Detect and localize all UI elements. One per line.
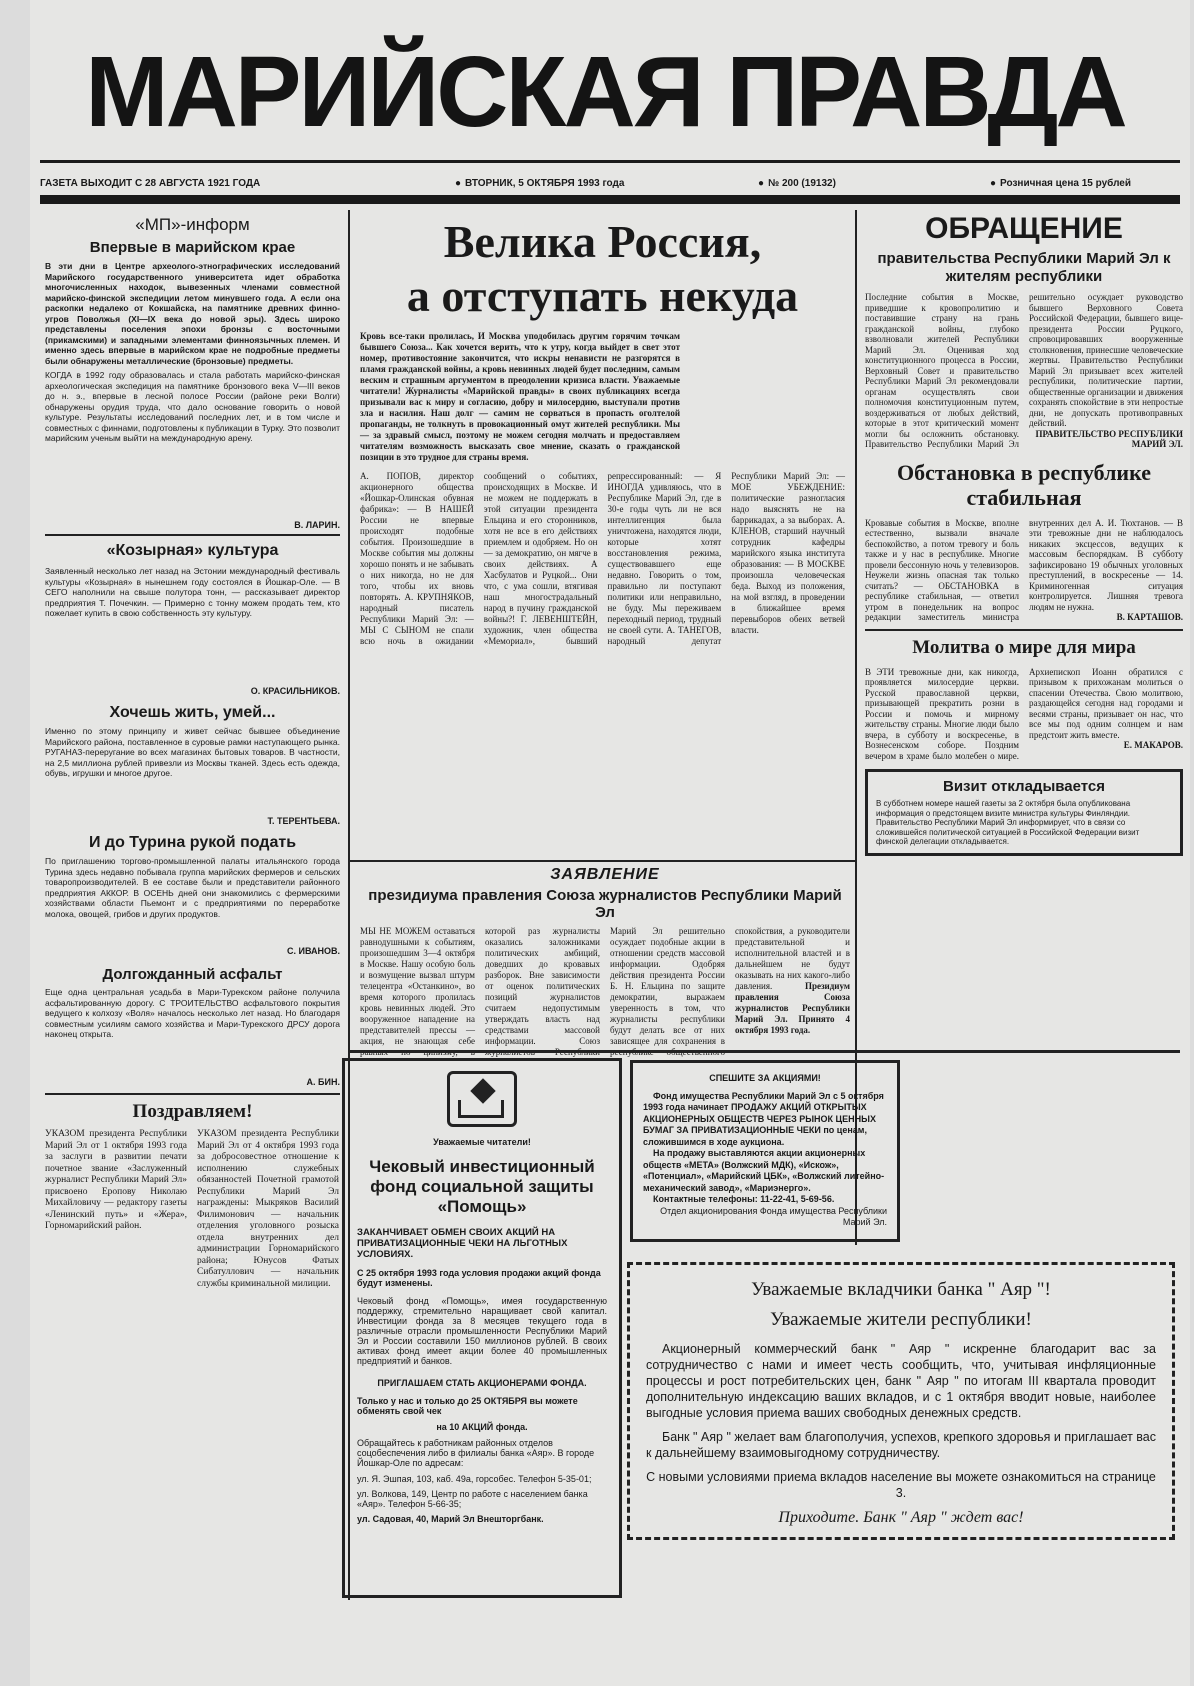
prayer-body: В ЭТИ тревожные дни, как никогда, проявляется милосердие церкви. Русской православной церкви, призывающей прекратить розни в России и помочь и мирному жительству страны. Многие люди было вчера, в субботу и воскресенье, в Вознесенском соборе. Поздним вечером в храме было молебен о мире. Архиепископ Иоанн обратился с призывом к прихожанам молиться о спасении Отечества. Свою молитвою, раздающейся сегодня над городами и весями страны, призывает он нас, что все мы под одним солнцем и нам предстоит жить вместе. Е. МАКАРОВ. (865, 666, 1183, 761)
shares-text: На продажу выставляются акции акционерных обществ «МЕТА» (Волжский МДК), «Искож», «Потенциал», «Марийский ЦБК», «Волжский литейно-механический завод», «Мариэнерго». (643, 1148, 885, 1193)
situation-body: Кровавые события в Москве, вполне естественно, вызвали вначале беспокойство, а потом тревогу и боль также и у нас в республике. Многие провели бессонную ночь у телевизоров. Неужели жизнь опасная так только считать? — ОБСТАНОВКА в республике стабильная, — ответил утром в понедельник на вопрос редакции заместитель министра внутренних дел А. И. Тюхтанов. — В эти тревожные дни не наблюдалось никаких эксцессов, ведущих к массовым беспорядкам. В субботу зафиксировано 19 обычных уголовных преступлений, в воскресенье — 14. Криминогенная ситуация контролируется. Лишняя тревога людям не нужна. В. КАРТАШОВ. (865, 517, 1183, 622)
shares-signature: Отдел акционирования Фонда имущества Республики Марий Эл. (660, 1205, 887, 1227)
prayer-title: Молитва о мире для мира (912, 636, 1136, 658)
shares-ad (630, 1060, 900, 1242)
divider (40, 160, 1180, 163)
right-column (865, 212, 1183, 856)
main-article (360, 215, 845, 647)
issue-number: ● № 200 (19132) (758, 178, 836, 189)
issue-date: ● ВТОРНИК, 5 ОКТЯБРЯ 1993 года (455, 178, 624, 189)
article-body: Именно по этому принципу и живет сейчас бывшее объединение Марийского района, поставленное в суровые рамки наступающего рынка. РУГАНАЗ-переругание во всех магазинах бытовых товаров. В частности, на 2,5 миллиона рублей привезли из Москвы тканей. Здесь есть одежда, обувь, игрушки и многое другое. (45, 726, 340, 778)
article-body: По приглашению торгово-промышленной палаты итальянского города Турина здесь недавно побывала группа марийских фермеров и сельских товаропроизводителей. В ее составе были и представители районного предприятия АККОР. В ОСЕНЬ дней они знакомились с фермерскими хозяйствами области Пьемонт и с предприятиями по переработке молока, овощей, грибов и других продуктов. (45, 856, 340, 919)
main-lead: Кровь все-таки пролилась, И Москва уподобилась другим горячим точкам бывшего Союза... Как хочется верить, что к утру, когда выйдет в свет этот номер, противостояние закончится, что искры ненависти не разгорятся в пламя гражданской войны, а кровь невинных людей будет последним, самым веским и страшным аргументом в преодолении кризиса власти. Уважаемые читатели! Журналисты «Марийской правды» в своих публикациях всегда призывали вас к миру и согласию, добру и милосердию, выступали против зла и насилия. Наш долг — самим не сорваться в пропасть оголтелой пропаганды, не толкнуть в провокационный омут жителей республики. Мы — за здравый смысл, поэтому не можем сегодня молчать и предоставляем читателям возможность высказать свое мнение, сказать о гражданской позиции в это трудное для страны время. (360, 331, 680, 462)
byline: Е. МАКАРОВ. (1123, 740, 1183, 750)
fund-address: ул. Я. Эшпая, 103, каб. 49а, горсобес. Телефон 5-35-01; (357, 1474, 592, 1484)
founded-line: ГАЗЕТА ВЫХОДИТ С 28 АВГУСТА 1921 ГОДА (40, 178, 261, 189)
visit-body: В субботнем номере нашей газеты за 2 октября была опубликована информация о предстоящем визите министра культуры Финляндии. Правительство Республики Марий Эл информирует, что в связи со сложившейся политической ситуацией в Российской Федерации визит финской делегации откладывается. (876, 799, 1140, 846)
fund-text: Обращайтесь к работникам районных отделов соцобеспечения либо в филиалы банка «Аяр». В городе Йошкар-Оле по адресам: (357, 1438, 595, 1468)
article-title: «Козырная» культура (106, 542, 279, 559)
article-lead: В эти дни в Центре археолого-этнографических исследований Марийского государственного университета идет обработка многочисленных находок, вывезенных членами совместной марийско-финской экспедиции летом минувшего года. А если она раскопки недалеко от Кокшайска, на памятнике древних финно-угров Поволжья (XI—IX века до новой эры). Здесь широко представлены поселения эпохи бронзы с восточными (прикамскими) и западными элементами финноязычных племен. И именно здесь впервые в марийском крае не подробные предметы были обнаружены металлические (бронзовые) предметы. (45, 261, 340, 366)
newspaper-page (30, 0, 1190, 1686)
appeal-subtitle: правительства Республики Марий Эл к жителям республики (877, 250, 1171, 285)
article-title: Поздравляем! (132, 1101, 253, 1122)
fund-invite: ПРИГЛАШАЕМ СТАТЬ АКЦИОНЕРАМИ ФОНДА. (377, 1378, 587, 1388)
main-body: А. ПОПОВ, директор акционерного общества «Йошкар-Олинская обувная фабрика»: — В НАШЕЙ России не впервые происходят подобные события. Произошедшие в Москве события мы должны хорошо понять и не забывать о них никогда, но не для того, чтобы их вновь повторять. А. КРУПНЯКОВ, народный писатель Республики Марий Эл: — МЫ С СЫНОМ не спали всю ночь в ожидании сообщений о событиях, происходящих в Москве. И не можем не поддержать в этой ситуации президента Ельцина и его сторонников, хотя не все в его действиях приемлем и одобряем. Но он — за демократию, он мягче в своих действиях. А Хасбулатов и Руцкой... Они что, с ума сошли, втягивая наш многострадальный народ в пучину гражданской войны?! Г. ЛЕВЕНШТЕЙН, художник, член общества «Мемориал», бывший репрессированный: — Я ИНОГДА удивляюсь, что в Республике Марий Эл, где в 30-е годы чуть ли не вся интеллигенция была уничтожена, находятся люди, которые хотят восстановления режима, существовавшего еще недавно. Говорить о том, правильно ли поступают политики или неправильно, не буду. Мы переживаем переходный период, трудный не своей сути. А. ТАНЕГОВ, народный депутат Республики Марий Эл: — МОЕ УБЕЖДЕНИЕ: политические разногласия надо выяснять не на баррикадах, а за выборах. А. КЛЕНОВ, старший научный сотрудник кафедры марийского языка института образования: — В МОСКВЕ произошла человеческая беда. Выход из положения, на мой взгляд, в проведении в ближайшее время перевыборов обеих ветвей власти. (360, 471, 845, 646)
byline: О. КРАСИЛЬНИКОВ. (250, 686, 340, 696)
bank-text: Акционерный коммерческий банк " Аяр " искренне благодарит вас за сотрудничество с нами и имеет честь сообщить, что, учитывая инфляционные процессы и рост потребительских цен, банк " Аяр " по итогам III квартала проводит дополнительную индексацию ваших вкладов, и с 1 октября вводит новые, наиболее выгодные условия приема ваших свободных денежных средств. (646, 1342, 1156, 1420)
statement-body: МЫ НЕ МОЖЕМ оставаться равнодушными к событиям, произошедшим 3—4 октября в Москве. Нашу особую боль и возмущение вызвал штурм телецентра «Останкино», во время которого пролилась кровь невинных людей. Это вооруженное нападение на представителей прессы — акция, не знающая себе которой раз журналисты оказались заложниками политических амбиций, доведших до кровавых разборок. Вне зависимости от оценок политических позиций журналистов считаем недопустимым утверждать власть над средствами массовой информации. Союз Марий Эл решительно осуждает подобные акции в отношении средств массовой информации. Одобряя действия президента России Б. Н. Ельцина по защите демократии, выражаем уверенность в том, что журналисты республики будут делать все от них зависящее для сохранения в спокойствия, а руководители представительной и исполнительной властей и в дальнейшем не будут оказывать на них какого-либо давления. Президиум правления Союза журналистов Республики Марий Эл. Принято 4 октября 1993 года. (360, 926, 850, 1046)
main-headline (360, 215, 845, 323)
appeal-body: Последние события в Москве, приведшие к кровопролитию и поставившие страну на грань гражданской войны, глубоко взволновали жителей Республики Марий Эл. Оценивая ход конституционного процесса в России, Верховный Совет и правительство Республики Марий Эл рекомендовали органам осуществлять свои полномочия конституционным путем, воздерживаться от любых действий, которые в этот критический момент могли бы осложнить обстановку. Правительство Республики Марий Эл решительно осуждает руководство бывшего Верховного Совета Российской Федерации, бывшего вице-президента России Руцкого, спровоцировавших вооруженные столкновения, принесшие человеческие жертвы. Правительство Республики Марий Эл призывает всех жителей республики, политические партии, общественные организации и движения сохранять спокойствие в эти непростые дни, не допускать противоправных действий. ПРАВИТЕЛЬСТВО РЕСПУБЛИКИ МАРИЙ ЭЛ. (865, 292, 1183, 449)
fund-text: Только у нас и только до 25 ОКТЯБРЯ вы можете обменять свой чек (357, 1396, 578, 1416)
bank-text: Банк " Аяр " желает вам благополучия, успехов, крепкого здоровья и приглашает вас к дальнейшему взаимовыгодному сотрудничеству. (646, 1430, 1157, 1460)
statement-subtitle: президиума правления Союза журналистов Республики Марий Эл (368, 887, 842, 921)
statement-title: ЗАЯВЛЕНИЕ (550, 866, 660, 883)
article-title: И до Турина рукой подать (88, 834, 297, 851)
fund-text: на 10 АКЦИЙ фонда. (436, 1422, 528, 1432)
fund-text: ЗАКАНЧИВАЕТ ОБМЕН СВОИХ АКЦИЙ НА ПРИВАТИЗАЦИОННЫЕ ЧЕКИ НА ЛЬГОТНЫХ УСЛОВИЯХ. (357, 1227, 568, 1260)
article-body: КОГДА в 1992 году образовалась и стала работать марийско-финская археологическая экспедиция на памятнике бронзового века V—III веков до н. э., впервые в лесной полосе России (районе реки Волги) обнаружены орудия труда, что дало основание говорить о новой культуре. Результаты исследований последних лет, и в том числе и совместных с финнами, подготовлены к публикации в Турку. Это позволит марийским ученым выйти на международную арену. (45, 370, 340, 443)
fund-logo-icon (447, 1071, 517, 1127)
appeal-signature: ПРАВИТЕЛЬСТВО РЕСПУБЛИКИ МАРИЙ ЭЛ. (1035, 428, 1183, 449)
fund-text: С 25 октября 1993 года условия продажи акций фонда будут изменены. (357, 1268, 601, 1288)
article-title: Хочешь жить, умей... (109, 704, 276, 721)
statement-signature: Президиум правления Союза журналистов Республики Марий Эл. Принято 4 октября 1993 года. (735, 981, 850, 1035)
bank-slogan: Приходите. Банк " Аяр " ждет вас! (778, 1509, 1024, 1526)
article-body: Еще одна центральная усадьба в Мари-Турекском районе получила асфальтированную дорогу. С ТРОИТЕЛЬСТВО асфальтового покрытия ведущего к колхозу «Воля» началось несколько лет назад. Но благодаря совместным усилиям самого хозяйства и Мари-Турекского ДРСУ дорога наконец открыта. (45, 987, 340, 1039)
visit-title: Визит откладывается (942, 778, 1106, 795)
article-title: Долгожданный асфальт (102, 966, 283, 983)
visit-box (865, 769, 1183, 856)
bank-title-1: Уважаемые вкладчики банка " Аяр "! (751, 1279, 1051, 1300)
byline: А. БИН. (306, 1077, 340, 1087)
headline-line-2: а отступать некуда (406, 270, 799, 321)
fund-ad (342, 1058, 622, 1598)
shares-text: Фонд имущества Республики Марий Эл с 5 октября 1993 года начинает ПРОДАЖУ АКЦИЙ ОТКРЫТЫХ АКЦИОНЕРНЫХ ОБЩЕСТВ ЧЕРЕЗ РЫНОК ЦЕННЫХ БУМАГ ЗА ПРИВАТИЗАЦИОННЫЕ ЧЕКИ по ценам, сложившимся в ходе аукциона. (643, 1090, 884, 1147)
decree-1: УКАЗОМ президента Республики Марий Эл от 1 октября 1993 года за заслуги в развитии печати почетное звание «Заслуженный журналист Республики Марий Эл» присвоено Еропову Николаю Михайловичу — редактору газеты «Ленинский путь» и «Жера», Горномарийский район. (45, 1129, 187, 1231)
masthead-title: МАРИЙСКАЯ ПРАВДА (85, 36, 1125, 148)
price: ● Розничная цена 15 рублей (990, 178, 1131, 189)
appeal-title: ОБРАЩЕНИЕ (925, 212, 1123, 245)
shares-phones: Контактные телефоны: 11-22-41, 5-69-56. (653, 1194, 835, 1204)
byline: В. ЛАРИН. (294, 520, 340, 530)
bank-text: С новыми условиями приема вкладов население вы можете ознакомиться на странице 3. (646, 1470, 1156, 1500)
fund-title: Чековый инвестиционный фонд социальной защиты «Помощь» (369, 1157, 595, 1216)
statement (360, 866, 850, 1058)
byline: В. КАРТАШОВ. (1116, 612, 1183, 622)
shares-title: СПЕШИТЕ ЗА АКЦИЯМИ! (709, 1073, 821, 1083)
fund-address: ул. Садовая, 40, Марий Эл Внешторгбанк. (357, 1514, 544, 1524)
left-column (45, 215, 340, 1290)
bank-ad (627, 1262, 1175, 1540)
rubric: «МП»-информ (135, 215, 250, 234)
header-rule (40, 195, 1180, 204)
bank-title-2: Уважаемые жители республики! (770, 1309, 1032, 1330)
article-title: Впервые в марийском крае (89, 239, 296, 256)
article-body: Заявленный несколько лет назад на Эстонии международный фестиваль культуры «Козырная» в нынешнем году состоялся в Йошкар-Оле. — В СЕГО наполнили на свыше полутора тонн, — рассказывает директор предприятия Т. Почечкин. — Примерно с тонну можем продать тем, кто пожелает купить в свою собственность эту культуру. (45, 566, 340, 618)
byline: Т. ТЕРЕНТЬЕВА. (267, 816, 340, 826)
situation-title: Обстановка в республике стабильная (897, 459, 1151, 510)
fund-text: Чековый фонд «Помощь», имея государственную поддержку, стремительно наращивает свой капитал. Инвестиции фонда за 8 месяцев текущего года в различные отрасли промышленности Республики Марий Эл и России составили 150 миллионов рублей. В своих активах фонд имеет акции более 40 промышленных предприятий и банков. (357, 1296, 607, 1366)
byline: С. ИВАНОВ. (286, 946, 340, 956)
decree-2: УКАЗОМ президента Республики Марий Эл от 4 октября 1993 года за добросовестное отношение к исполнению служебных обязанностей Почетной грамотой Республики Марий Эл награждены: Мыкряков Василий Филимонович — начальник отделения уголовного розыска отдела внутренних дел администрации Горномарийского района; Юнусов Фатых Сибатуллович — начальник службы криминальной милиции. (197, 1129, 339, 1289)
fund-address: ул. Волкова, 149, Центр по работе с населением банка «Аяр». Телефон 5-66-35; (357, 1489, 588, 1509)
fund-greeting: Уважаемые читатели! (433, 1137, 531, 1147)
headline-line-1: Велика Россия, (443, 216, 762, 267)
